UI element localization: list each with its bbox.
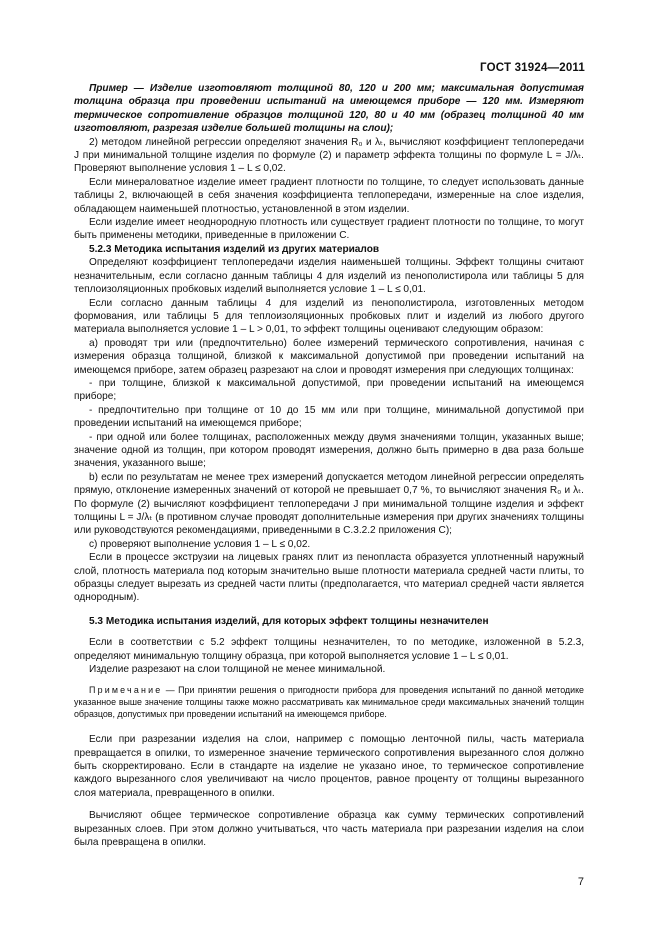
section-heading-5-3: 5.3 Методика испытания изделий, для которых эффект толщины незначителен [89,615,489,627]
paragraph: Если в процессе экструзии на лицевых гранях плит из пенопласта образуется уплотненный наружный слой, плотность материала под которым значительно выше плотности материала средней части плиты, то образцы следует вырезать из средней части плиты (предполагается, что материал средней части является однородным). [74,552,584,604]
paragraph: Определяют коэффициент теплопередачи изделия наименьшей толщины. Эффект толщины считают незначительным, если согласно данным таблицы 4 для изделий из пенополистирола или таблицы 5 для теплоизоляционных пробковых изделий выполняется условие 1 – L ≤ 0,01. [74,257,584,296]
paragraph: Изделие разрезают на слои толщиной не менее минимальной. [89,664,386,676]
section-heading-5-2-3: 5.2.3 Методика испытания изделий из других материалов [89,243,380,255]
paragraph: 2) методом линейной регрессии определяют значения R₀ и λₜ, вычисляют коэффициент теплопередачи J при минимальной толщине изделия по формуле (2) и параметр эффекта толщины по формуле L = J/λₜ. Проверяют выполнение условия 1 – L ≤ 0,02. [74,136,584,175]
paragraph: Если в соответствии с 5.2 эффект толщины незначителен, то по методике, изложенной в 5.2.3, определяют минимальную толщину образца, при которой выполняется условие 1 – L ≤ 0,01. [74,637,584,662]
list-item: - при толщине, близкой к максимальной допустимой, при проведении испытаний на имеющемся приборе; [74,377,584,403]
list-item: b) если по результатам не менее трех измерений допускается методом линейной регрессии определять прямую, отклонение измеренных значений от которой не превышает 0,7 %, то вычисляют значения R₀ и λₜ. По формуле (2) вычисляют коэффициент теплопередачи J при минимальной толщине изделия и эффект толщины L = J/λₜ (в противном случае проводят дополнительные измерения при других значениях толщины или руководствуются рекомендациями, приведенными в С.3.2.2 приложения С); [74,471,584,537]
page-number: 7 [577,876,584,888]
paragraph: Если изделие имеет неоднородную плотность или существует градиент плотности по толщине, то могут быть применены методики, приведенные в приложении С. [74,217,584,242]
paragraph: Если минераловатное изделие имеет градиент плотности по толщине, то следует использовать данные таблицы 2, включающей в себя значения коэффициента теплопередачи, измеренные на слое изделия, обладающем наименьшей плотностью, установленной в этом изделии. [74,176,584,215]
example-paragraph: Пример — Изделие изготовляют толщиной 80, 120 и 200 мм; максимальная допустимая толщина образца при проведении испытаний на имеющемся приборе — 120 мм. Измеряют термическое сопротивление образцов толщиной 120, 80 и 40 мм (образец толщиной 40 мм изготовляют, разрезая изделие большей толщины на слои); [74,83,584,135]
paragraph: Вычисляют общее термическое сопротивление образца как сумму термических сопротивлений вырезанных слоев. При этом должно учитываться, что часть материала при разрезании изделия на слои была превращена в опилки. [74,810,584,849]
paragraph: Если при разрезании изделия на слои, например с помощью ленточной пилы, часть материала превращается в опилки, то измеренное значение термического сопротивления вырезанного слоя должно быть скорректировано. Если в стандарте на изделие не указано иное, то термическое сопротивление каждого вырезанного слоя увеличивают на число процентов, равное проценту от толщины вырезанного слоя материала, превращенного в опилки. [74,734,584,799]
note-label: Примечание [89,685,163,696]
list-item: а) проводят три или (предпочтительно) более измерений термического сопротивления, начиная с измерения образца толщиной, близкой к максимальной допустимой при проведении испытаний на имеющемся приборе, затем образец разрезают на слои и проводят измерения при следующих толщинах: [74,337,584,376]
list-item: с) проверяют выполнение условия 1 – L ≤ 0,02. [89,538,311,550]
page-body [74,82,584,850]
note [74,685,584,720]
document-code: ГОСТ 31924—2011 [480,62,585,74]
list-item: - при одной или более толщинах, расположенных между двумя значениями толщин, указанных выше; значение одной из толщин, при котором проводят измерения, должно быть примерно в два раза больше значения, указанного выше; [74,431,584,470]
note-text: — При принятии решения о пригодности прибора для проведения испытаний по данной методике указанное выше значение толщины также можно рассматривать как минимальное среди максимальных значений толщин образцов, допустимых при проведении испытаний на имеющемся приборе. [74,685,584,719]
paragraph: Если согласно данным таблицы 4 для изделий из пенополистирола, изготовленных методом формования, или таблицы 5 для теплоизоляционных пробковых плит и изделий из любого другого материала выполняется условие 1 – L > 0,01, то эффект толщины оценивают следующим образом: [74,297,584,336]
list-item: - предпочтительно при толщине от 10 до 15 мм или при толщине, минимальной допустимой при проведении испытаний на имеющемся приборе; [74,404,584,430]
